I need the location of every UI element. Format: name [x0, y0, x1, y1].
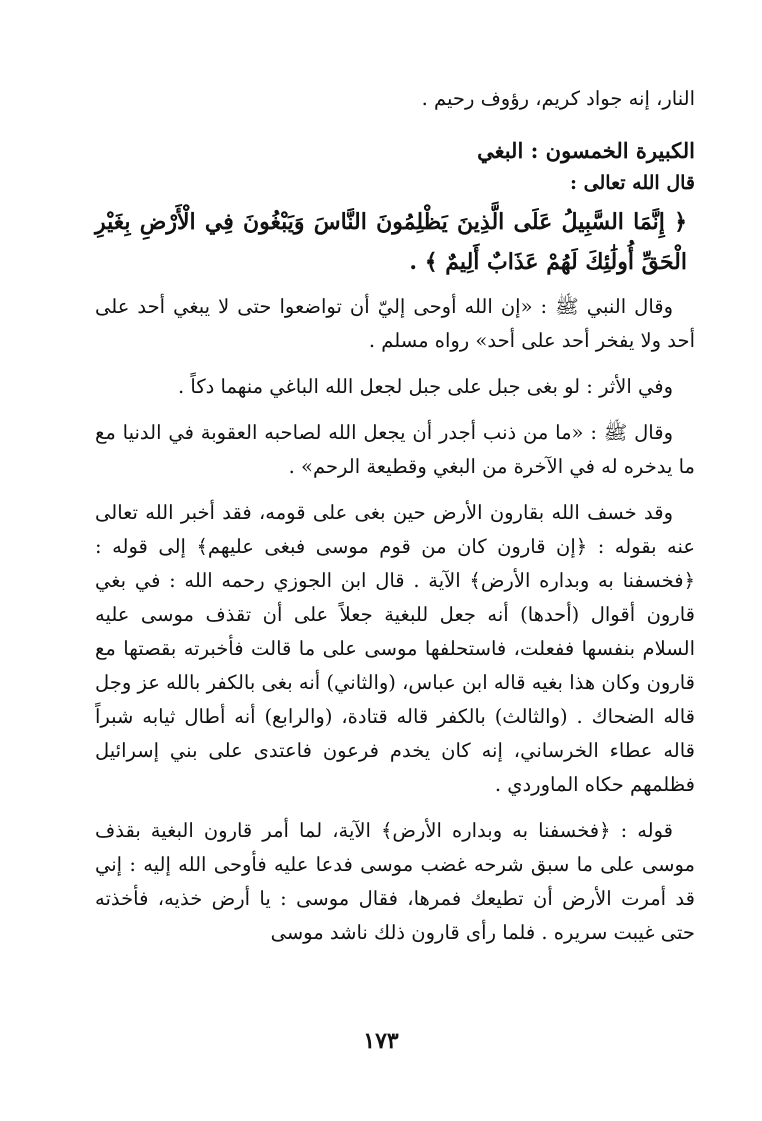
opening-line: النار، إنه جواد كريم، رؤوف رحيم . — [421, 87, 695, 110]
paragraph-hadith-punishment: وقال ﷺ : «ما من ذنب أجدر أن يجعل الله لصاحبه العقوبة في الدنيا مع ما يدخره له في الآخرة من البغي وقطيعة الرحم» . — [95, 421, 695, 478]
chapter-heading: الكبيرة الخمسون : البغي — [477, 138, 695, 163]
paragraph-tafsir: قوله : ﴿فخسفنا به وبداره الأرض﴾ الآية، لما أمر قارون البغية بقذف موسى على ما سبق شرحه غضب موسى فدعا عليه فأوحى الله إليه : إني قد أمرت الأرض أن تطيعك فمرها، فقال موسى : يا أرض خذيه، فأخذته حتى غيبت سريره . فلما رأى قارون ذلك ناشد موسى — [95, 819, 695, 944]
paragraph-qarun: وقد خسف الله بقارون الأرض حين بغى على قومه، فقد أخبر الله تعالى عنه بقوله : ﴿إن قارون كان من قوم موسى فبغى عليهم﴾ إلى قوله : ﴿فخسفنا به وبداره الأرض﴾ الآية . قال ابن الجوزي رحمه الله : في بغي قارون أقوال (أحدها) أنه جعل للبغية جعلاً على أن تقذف موسى عليه السلام بنفسها ففعلت، فاستحلفها موسى على ما قالت فأخبرته بقصتها مع قارون وكان هذا بغيه قاله ابن عباس، (والثاني) أنه بغى بالكفر بالله عز وجل قاله الضحاك . (والثالث) بالكفر قاله قتادة، (والرابع) أنه أطال ثيابه شبراً قاله عطاء الخرساني، إنه كان يخدم فرعون فاعتدى على بني إسرائيل فظلمهم حكاه الماوردي . — [95, 501, 695, 796]
intro-line: قال الله تعالى : — [570, 172, 695, 194]
paragraph-athar: وفي الأثر : لو بغى جبل على جبل لجعل الله الباغي منهما دكاً . — [178, 375, 673, 398]
page-body — [95, 70, 695, 950]
paragraph-hadith-humility: وقال النبي ﷺ : «إن الله أوحى إليّ أن تواضعوا حتى لا يبغي أحد على أحد ولا يفخر أحد على أحد» رواه مسلم . — [95, 295, 695, 352]
page-number: ١٧٣ — [363, 1028, 399, 1054]
quran-verse: ﴿ إِنَّمَا السَّبِيلُ عَلَى الَّذِينَ يَظْلِمُونَ النَّاسَ وَيَبْغُونَ فِي الْأَرْضِ بِغَيْرِ الْحَقِّ أُولَٰئِكَ لَهُمْ عَذَابٌ أَلِيمٌ ﴾ . — [95, 209, 687, 275]
